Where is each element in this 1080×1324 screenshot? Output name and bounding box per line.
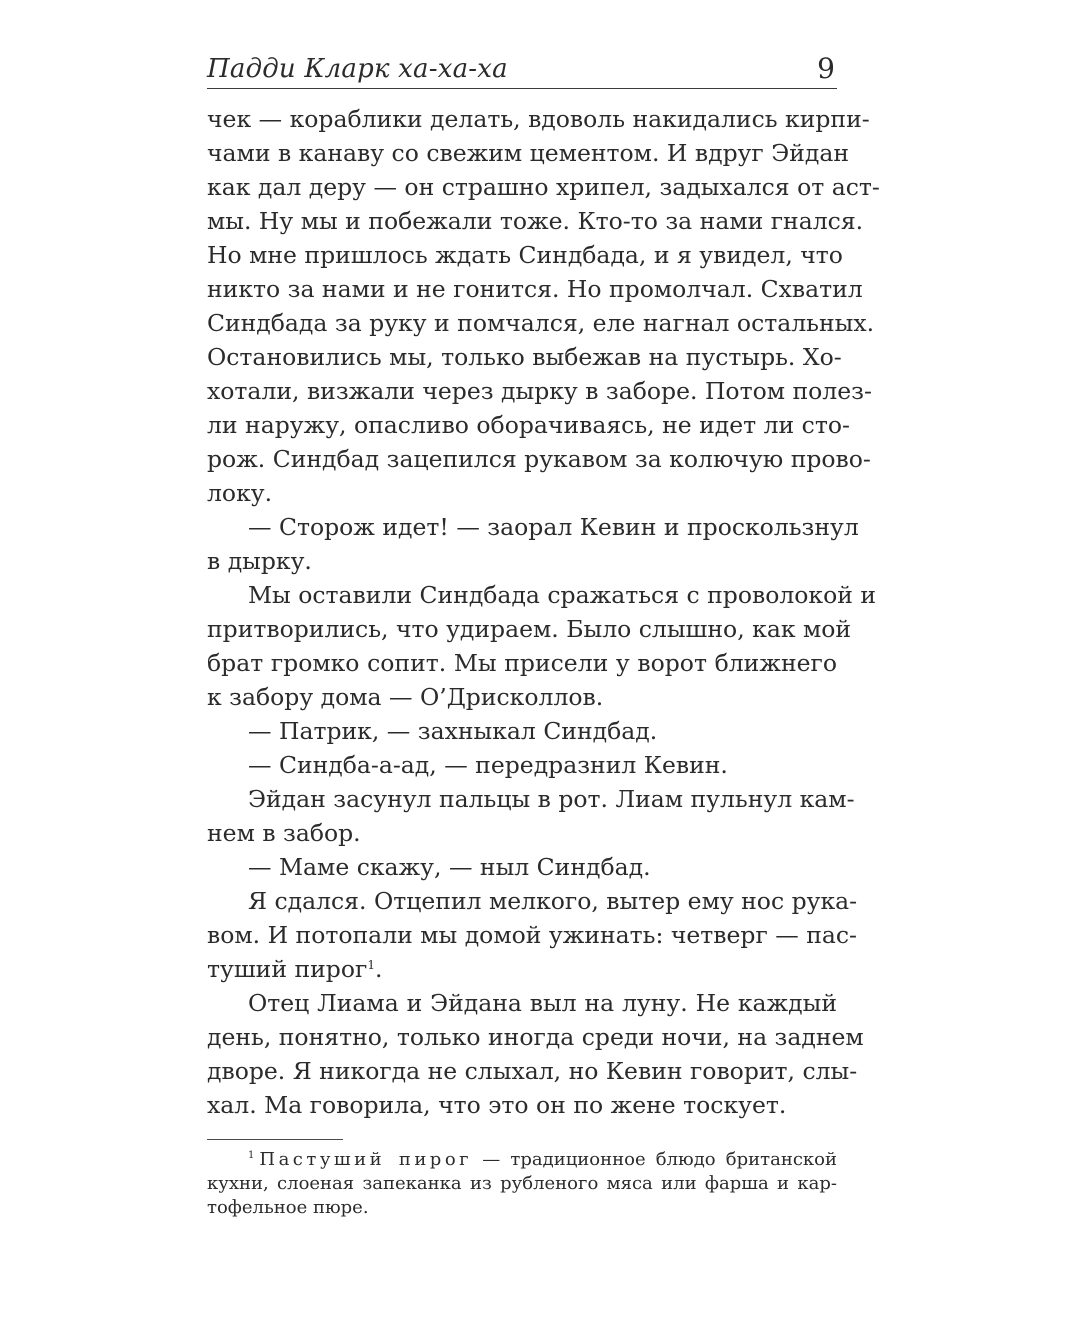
text-line: локу. <box>207 479 273 507</box>
footnote-line: тофельное пюре. <box>207 1197 369 1218</box>
text-line: — Сторож идет! — заорал Кевин и проскользнул <box>248 513 859 541</box>
running-title: Падди Кларк ха-ха-ха <box>207 54 508 84</box>
text-line: рож. Синдбад зацепился рукавом за колючую прово- <box>207 445 871 473</box>
text-line: — Патрик, — захныкал Синдбад. <box>248 717 658 745</box>
text-line: притворились, что удираем. Было слышно, как мой <box>207 615 852 643</box>
text-line: Но мне пришлось ждать Синдбада, и я увидел, что <box>207 241 843 269</box>
footnote <box>207 1148 837 1220</box>
text-line: к забору дома — О’Дрисколлов. <box>207 683 604 711</box>
text-line: Отец Лиама и Эйдана выл на луну. Не каждый <box>248 989 837 1017</box>
footnote-line: кухни, слоеная запеканка из рубленого мяса или фарша и кар- <box>207 1173 837 1194</box>
text-fragment: . <box>374 955 383 983</box>
text-line: день, понятно, только иногда среди ночи, на заднем <box>207 1023 864 1051</box>
text-line: чами в канаву со свежим цементом. И вдруг Эйдан <box>207 139 850 167</box>
text-line: мы. Ну мы и побежали тоже. Кто-то за нами гнался. <box>207 207 864 235</box>
page-number: 9 <box>817 52 835 85</box>
footnote-marker: 1 <box>248 1150 255 1161</box>
text-line: Мы оставили Синдбада сражаться с проволокой и <box>248 581 877 609</box>
text-line: Я сдался. Отцепил мелкого, вытер ему нос рука- <box>248 887 858 915</box>
footnote-line <box>207 1148 837 1172</box>
text-line: в дырку. <box>207 547 312 575</box>
text-line: никто за нами и не гонится. Но промолчал. Схватил <box>207 275 863 303</box>
body-text <box>207 102 880 1122</box>
text-line: брат громко сопит. Мы присели у ворот ближнего <box>207 649 837 677</box>
header-rule <box>207 88 837 89</box>
text-line: хал. Ма говорила, что это он по жене тоскует. <box>207 1091 787 1119</box>
running-header <box>207 50 837 90</box>
text-line-with-footnote <box>207 952 837 986</box>
text-line: ли наружу, опасливо оборачиваясь, не идет ли сто- <box>207 411 850 439</box>
text-fragment: туший пирог <box>207 955 368 983</box>
text-line: дворе. Я никогда не слыхал, но Кевин говорит, слы- <box>207 1057 858 1085</box>
text-line: Синдбада за руку и помчался, еле нагнал остальных. <box>207 309 875 337</box>
text-line: как дал деру — он страшно хрипел, задыхался от аст- <box>207 173 880 201</box>
text-line: вом. И потопали мы домой ужинать: четверг — пас- <box>207 921 858 949</box>
text-line: Остановились мы, только выбежав на пустырь. Хо- <box>207 343 842 371</box>
footnote-reference: 1 <box>367 958 375 972</box>
text-line: чек — кораблики делать, вдоволь накидались кирпи- <box>207 105 870 133</box>
footnote-text: — традиционное блюдо британской <box>472 1149 837 1170</box>
text-line: хотали, визжали через дырку в заборе. Потом полез- <box>207 377 872 405</box>
footnote-rule <box>207 1139 343 1140</box>
text-line: Эйдан засунул пальцы в рот. Лиам пульнул кам- <box>248 785 855 813</box>
text-line: — Синдба-а-ад, — передразнил Кевин. <box>248 751 728 779</box>
text-line: — Маме скажу, — ныл Синдбад. <box>248 853 651 881</box>
footnote-term: Пастуший пирог <box>259 1149 473 1170</box>
text-line: нем в забор. <box>207 819 361 847</box>
